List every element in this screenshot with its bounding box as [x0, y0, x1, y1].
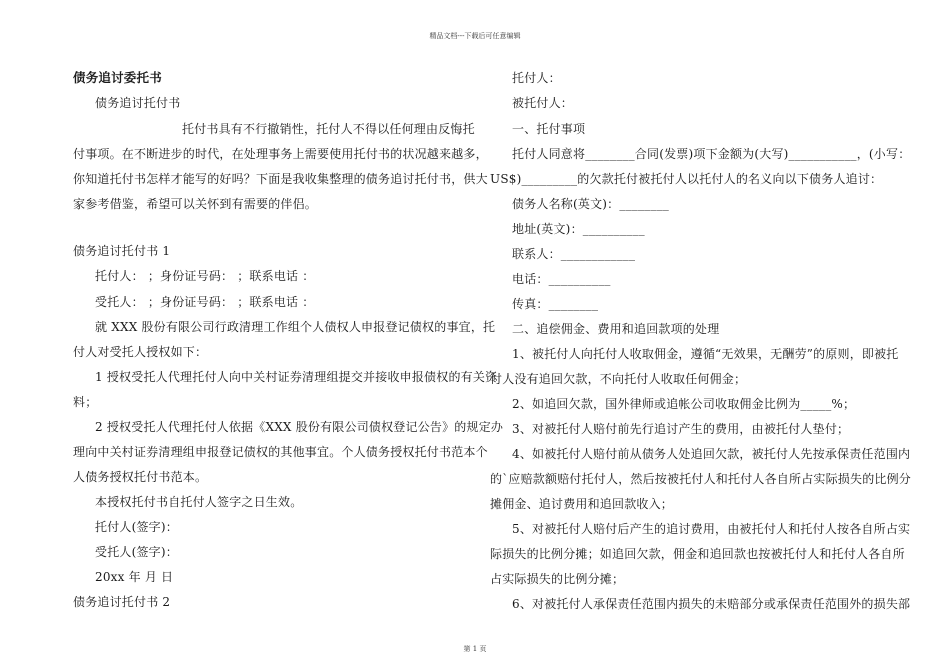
- text-line: 人债务授权托付书范本。: [73, 470, 208, 484]
- text-line: 本授权托付书自托付人签字之日生效。: [95, 495, 303, 509]
- text-line: 料；: [73, 395, 98, 409]
- text-line: 1 授权受托人代理托付人向中关村证券清理组提交并接收申报债权的有关资: [95, 370, 498, 384]
- text-line: 托付人(签字)：: [95, 520, 178, 534]
- text-line: 理向中关村证券清理组申报登记债权的其他事宜。个人债务授权托付书范本个: [73, 445, 488, 459]
- text-line: 3、对被托付人赔付前先行追讨产生的费用，由被托付人垫付；: [512, 422, 850, 436]
- text-line: 2 授权受托人代理托付人依据《XXX 股份有限公司债权登记公告》的规定办: [95, 420, 504, 434]
- text-line: 债务追讨托付书: [95, 96, 181, 110]
- text-line: 占实际损失的比例分摊；: [490, 572, 625, 586]
- text-line: 际损失的比例分摊；如追回欠款，佣金和追回款也按被托付人和托付人各自所: [490, 547, 905, 561]
- text-line: 受托人： ；身份证号码： ；联系电话 ：: [95, 295, 315, 309]
- text-line: 债务追讨托付书 2: [73, 595, 171, 609]
- text-line: 托付书具有不行撤销性，托付人不得以任何理由反悔托: [182, 122, 475, 136]
- text-line: 托付人： ；身份证号码： ；联系电话 ：: [95, 269, 315, 283]
- text-line: 托付人同意将________合同(发票)项下金额为(大写)___________，(小写：: [512, 147, 911, 161]
- text-line: 二、追偿佣金、费用和追回款项的处理: [512, 322, 720, 336]
- text-line: 一、托付事项: [512, 122, 586, 136]
- text-line: 付人对受托人授权如下：: [73, 345, 208, 359]
- text-line: 托付人：: [512, 71, 561, 85]
- text-line: 6、对被托付人承保责任范围内损失的未赔部分或承保责任范围外的损失部: [512, 597, 911, 611]
- text-line: 你知道托付书怎样才能写的好吗？下面是我收集整理的债务追讨托付书，供大: [73, 172, 488, 186]
- text-line: 4、如被托付人赔付前从债务人处追回欠款，被托付人先按承保责任范围内: [512, 447, 911, 461]
- text-line: 联系人：____________: [512, 247, 636, 261]
- text-line: 就 XXX 股份有限公司行政清理工作组个人债权人申报登记债权的事宜，托: [95, 320, 496, 334]
- text-line: 债务追讨托付书 1: [73, 244, 171, 258]
- page-footer: 第 1 页: [463, 645, 487, 653]
- text-line: 债务人名称(英文)：________: [512, 197, 669, 211]
- text-line: 地址(英文)：__________: [512, 222, 645, 236]
- page-header: 精品文档---下载后可任意编辑: [429, 32, 521, 40]
- text-line: 付事项。在不断进步的时代，在处理事务上需要使用托付书的状况越来越多，: [73, 147, 488, 161]
- text-line: 付人没有追回欠款，不向托付人收取任何佣金；: [490, 372, 747, 386]
- text-line: 20xx 年 月 日: [95, 570, 174, 584]
- document-title: 债务追讨委托书: [73, 70, 162, 85]
- text-line: 摊佣金、追讨费用和追回款收入；: [490, 497, 674, 511]
- text-line: 2、如追回欠款，国外律师或追帐公司收取佣金比例为_____%；: [512, 397, 856, 411]
- text-line: 5、对被托付人赔付后产生的追讨费用，由被托付人和托付人按各自所占实: [512, 522, 911, 536]
- text-line: US$)_________的欠款托付被托付人以托付人的名义向以下债务人追讨：: [490, 172, 883, 186]
- text-line: 家参考借鉴，希望可以关怀到有需要的伴侣。: [73, 197, 318, 211]
- text-line: 被托付人：: [512, 96, 574, 110]
- text-line: 传真：________: [512, 297, 599, 311]
- text-line: 1、被托付人向托付人收取佣金，遵循“无效果，无酬劳”的原则，即被托: [512, 347, 899, 361]
- text-line: 电话：__________: [512, 272, 611, 286]
- text-line: 受托人(签字)：: [95, 545, 178, 559]
- text-line: 的`应赔款额赔付托付人，然后按被托付人和托付人各自所占实际损失的比例分: [490, 472, 912, 486]
